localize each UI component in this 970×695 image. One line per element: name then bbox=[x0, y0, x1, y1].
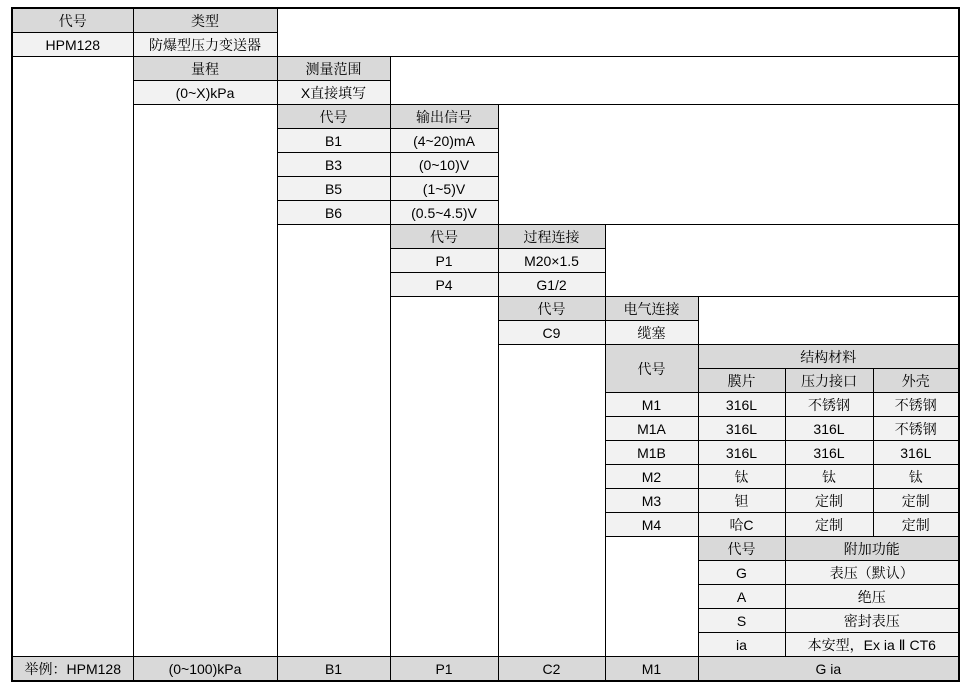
output-signal-code-cell: B5 bbox=[277, 177, 390, 201]
empty-cell bbox=[498, 105, 959, 225]
table-row bbox=[12, 8, 959, 33]
process-connection-code-cell: P4 bbox=[390, 273, 498, 297]
process-connection-value-cell: M20×1.5 bbox=[498, 249, 605, 273]
output-signal-value-cell: (0.5~4.5)V bbox=[390, 201, 498, 225]
electrical-connection-code-header: 代号 bbox=[498, 297, 605, 321]
process-connection-code-cell: P1 bbox=[390, 249, 498, 273]
materials-value-cell: 钛 bbox=[785, 465, 873, 489]
empty-cell bbox=[698, 297, 959, 345]
materials-code-cell: M2 bbox=[605, 465, 698, 489]
range-header: 量程 bbox=[133, 57, 277, 81]
example-additional: G ia bbox=[698, 657, 959, 682]
electrical-connection-code-cell: C9 bbox=[498, 321, 605, 345]
output-signal-code-cell: B6 bbox=[277, 201, 390, 225]
materials-value-cell: 钛 bbox=[698, 465, 785, 489]
additional-function-code-cell: ia bbox=[698, 633, 785, 657]
additional-function-value-cell: 表压（默认） bbox=[785, 561, 959, 585]
empty-cell bbox=[277, 8, 959, 57]
materials-column-header-diaphragm: 膜片 bbox=[698, 369, 785, 393]
empty-cell bbox=[277, 225, 390, 657]
materials-value-cell: 定制 bbox=[785, 513, 873, 537]
materials-column-header-pressure-port: 压力接口 bbox=[785, 369, 873, 393]
example-process: P1 bbox=[390, 657, 498, 682]
example-range: (0~100)kPa bbox=[133, 657, 277, 682]
table-row bbox=[12, 105, 959, 129]
empty-cell bbox=[605, 537, 698, 657]
materials-code-header: 代号 bbox=[605, 345, 698, 393]
materials-value-cell: 316L bbox=[873, 441, 959, 465]
example-row bbox=[12, 657, 959, 682]
empty-cell bbox=[133, 105, 277, 657]
model-code-value: HPM128 bbox=[12, 33, 133, 57]
materials-value-cell: 哈C bbox=[698, 513, 785, 537]
electrical-connection-value-cell: 缆塞 bbox=[605, 321, 698, 345]
model-code-header: 代号 bbox=[12, 8, 133, 33]
materials-value-cell: 316L bbox=[785, 441, 873, 465]
output-signal-value-cell: (1~5)V bbox=[390, 177, 498, 201]
range-value: (0~X)kPa bbox=[133, 81, 277, 105]
materials-code-cell: M1A bbox=[605, 417, 698, 441]
materials-value-cell: 316L bbox=[785, 417, 873, 441]
additional-function-code-cell: G bbox=[698, 561, 785, 585]
empty-cell bbox=[12, 57, 133, 657]
example-output: B1 bbox=[277, 657, 390, 682]
materials-value-cell: 定制 bbox=[873, 513, 959, 537]
range-measure-header: 测量范围 bbox=[277, 57, 390, 81]
output-signal-code-cell: B1 bbox=[277, 129, 390, 153]
materials-group-header: 结构材料 bbox=[698, 345, 959, 369]
output-signal-code-header: 代号 bbox=[277, 105, 390, 129]
empty-cell bbox=[390, 57, 959, 105]
materials-code-cell: M1 bbox=[605, 393, 698, 417]
empty-cell bbox=[605, 225, 959, 297]
example-material: M1 bbox=[605, 657, 698, 682]
output-signal-value-cell: (4~20)mA bbox=[390, 129, 498, 153]
materials-code-cell: M4 bbox=[605, 513, 698, 537]
model-type-value: 防爆型压力变送器 bbox=[133, 33, 277, 57]
additional-function-header: 附加功能 bbox=[785, 537, 959, 561]
materials-value-cell: 不锈钢 bbox=[873, 393, 959, 417]
materials-value-cell: 定制 bbox=[785, 489, 873, 513]
electrical-connection-header: 电气连接 bbox=[605, 297, 698, 321]
materials-value-cell: 不锈钢 bbox=[785, 393, 873, 417]
output-signal-value-cell: (0~10)V bbox=[390, 153, 498, 177]
additional-function-code-header: 代号 bbox=[698, 537, 785, 561]
table-row bbox=[12, 57, 959, 81]
empty-cell bbox=[498, 345, 605, 657]
additional-function-code-cell: A bbox=[698, 585, 785, 609]
additional-function-code-cell: S bbox=[698, 609, 785, 633]
materials-code-cell: M1B bbox=[605, 441, 698, 465]
example-electrical: C2 bbox=[498, 657, 605, 682]
process-connection-value-cell: G1/2 bbox=[498, 273, 605, 297]
range-note: X直接填写 bbox=[277, 81, 390, 105]
materials-value-cell: 钛 bbox=[873, 465, 959, 489]
materials-value-cell: 不锈钢 bbox=[873, 417, 959, 441]
ordering-code-table bbox=[11, 7, 960, 682]
additional-function-value-cell: 本安型，Ex ia Ⅱ CT6 bbox=[785, 633, 959, 657]
additional-function-value-cell: 绝压 bbox=[785, 585, 959, 609]
process-connection-code-header: 代号 bbox=[390, 225, 498, 249]
model-type-header: 类型 bbox=[133, 8, 277, 33]
example-label: 举例：HPM128 bbox=[12, 657, 133, 682]
materials-value-cell: 316L bbox=[698, 417, 785, 441]
materials-value-cell: 316L bbox=[698, 393, 785, 417]
output-signal-code-cell: B3 bbox=[277, 153, 390, 177]
materials-column-header-housing: 外壳 bbox=[873, 369, 959, 393]
additional-function-value-cell: 密封表压 bbox=[785, 609, 959, 633]
output-signal-header: 输出信号 bbox=[390, 105, 498, 129]
materials-code-cell: M3 bbox=[605, 489, 698, 513]
materials-value-cell: 316L bbox=[698, 441, 785, 465]
process-connection-header: 过程连接 bbox=[498, 225, 605, 249]
empty-cell bbox=[390, 297, 498, 657]
materials-value-cell: 定制 bbox=[873, 489, 959, 513]
materials-value-cell: 钽 bbox=[698, 489, 785, 513]
